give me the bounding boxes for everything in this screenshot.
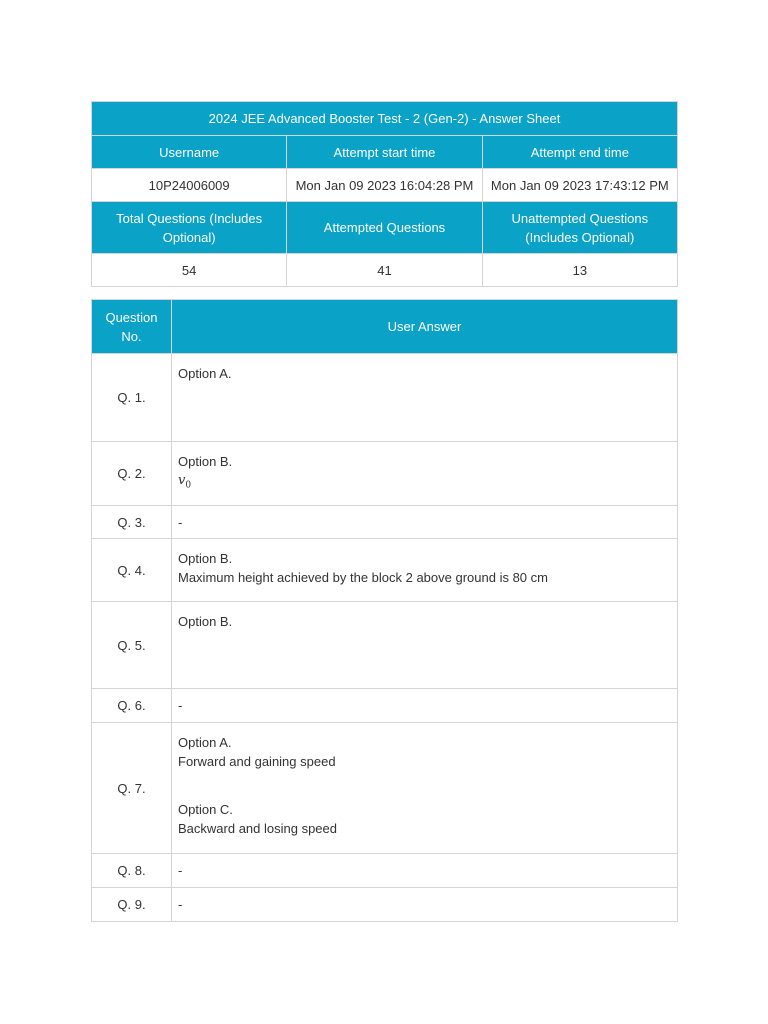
user-answer: - bbox=[172, 506, 678, 539]
spacer bbox=[178, 771, 671, 800]
answers-table bbox=[91, 299, 678, 922]
table-row bbox=[92, 689, 678, 723]
answer-math bbox=[178, 471, 671, 496]
total-questions-header: Total Questions (Includes Optional) bbox=[92, 202, 287, 254]
table-row bbox=[92, 539, 678, 602]
table-row bbox=[92, 506, 678, 539]
answer-line: Option B. bbox=[178, 614, 233, 629]
table-row bbox=[92, 442, 678, 506]
user-answer bbox=[172, 354, 678, 442]
table-row bbox=[92, 888, 678, 922]
table-row bbox=[92, 354, 678, 442]
unattempted-questions-header: Unattempted Questions (Includes Optional) bbox=[482, 202, 677, 254]
username-value: 10P24006009 bbox=[92, 169, 287, 202]
table-row bbox=[92, 602, 678, 689]
username-header: Username bbox=[92, 136, 287, 169]
summary-table bbox=[91, 101, 678, 287]
question-number: Q. 6. bbox=[92, 689, 172, 723]
question-number: Q. 1. bbox=[92, 354, 172, 442]
question-number: Q. 8. bbox=[92, 854, 172, 888]
table-row bbox=[92, 723, 678, 854]
answer-sheet-title: 2024 JEE Advanced Booster Test - 2 (Gen-2) - Answer Sheet bbox=[92, 102, 678, 136]
answer-line: Maximum height achieved by the block 2 above ground is 80 cm bbox=[178, 570, 548, 585]
user-answer-header: User Answer bbox=[172, 300, 678, 354]
attempted-questions-value: 41 bbox=[287, 254, 482, 287]
question-number: Q. 2. bbox=[92, 442, 172, 506]
user-answer bbox=[172, 539, 678, 602]
answer-line: Forward and gaining speed bbox=[178, 754, 336, 769]
question-number: Q. 9. bbox=[92, 888, 172, 922]
user-answer: - bbox=[172, 689, 678, 723]
question-number: Q. 5. bbox=[92, 602, 172, 689]
question-number: Q. 4. bbox=[92, 539, 172, 602]
answer-line: Backward and losing speed bbox=[178, 821, 337, 836]
attempt-start-header: Attempt start time bbox=[287, 136, 482, 169]
answer-line: Option B. bbox=[178, 551, 233, 566]
answer-line: Option A. bbox=[178, 366, 232, 381]
attempt-end-value: Mon Jan 09 2023 17:43:12 PM bbox=[482, 169, 677, 202]
user-answer bbox=[172, 602, 678, 689]
math-base: v bbox=[178, 473, 186, 488]
attempted-questions-header: Attempted Questions bbox=[287, 202, 482, 254]
user-answer: - bbox=[172, 854, 678, 888]
user-answer bbox=[172, 442, 678, 506]
question-no-header: Question No. bbox=[92, 300, 172, 354]
user-answer: - bbox=[172, 888, 678, 922]
question-number: Q. 3. bbox=[92, 506, 172, 539]
answer-line: Option A. bbox=[178, 735, 232, 750]
answer-line: Option B. bbox=[178, 454, 233, 469]
total-questions-value: 54 bbox=[92, 254, 287, 287]
table-row bbox=[92, 854, 678, 888]
attempt-start-value: Mon Jan 09 2023 16:04:28 PM bbox=[287, 169, 482, 202]
attempt-end-header: Attempt end time bbox=[482, 136, 677, 169]
answer-line: Option C. bbox=[178, 802, 233, 817]
question-number: Q. 7. bbox=[92, 723, 172, 854]
unattempted-questions-value: 13 bbox=[482, 254, 677, 287]
user-answer bbox=[172, 723, 678, 854]
math-subscript: 0 bbox=[185, 480, 192, 491]
